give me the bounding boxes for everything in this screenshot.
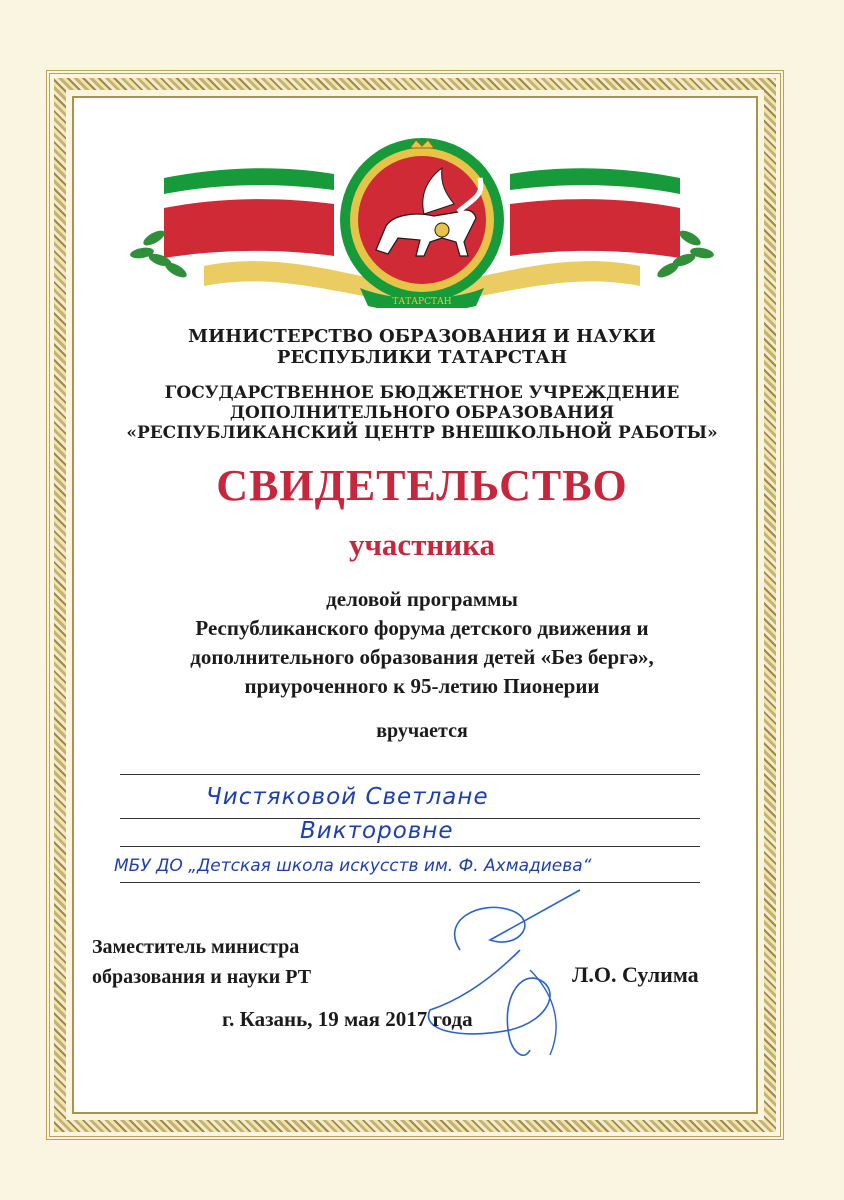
program-description [80,585,764,701]
program-line-3: дополнительного образования детей «Без бергә», [190,645,654,669]
recipient-patronymic: Викторовне [300,818,454,844]
signature-mark [400,880,640,1070]
institution-line-3: «РЕСПУБЛИКАНСКИЙ ЦЕНТР ВНЕШКОЛЬНОЙ РАБОТЫ» [126,423,718,443]
program-line-4: приуроченного к 95-летию Пионерии [244,674,600,698]
emblem-ribbon-text: ТАТАРСТАН [392,297,452,307]
recipient-line-1 [120,774,700,775]
signatory-position [92,932,311,992]
tatarstan-emblem [124,138,720,308]
certificate-title: СВИДЕТЕЛЬСТВО [216,461,628,510]
institution-heading [80,383,764,443]
ministry-heading [80,326,764,368]
recipient-organization: МБУ ДО „Детская школа искусств им. Ф. Ахмадиева“ [114,856,592,876]
institution-line-2: ДОПОЛНИТЕЛЬНОГО ОБРАЗОВАНИЯ [229,403,615,423]
signatory-position-line-1: Заместитель министра [92,936,300,958]
ministry-line-2: РЕСПУБЛИКИ ТАТАРСТАН [276,347,568,368]
awarded-label: вручается [376,720,468,742]
signatory-position-line-2: образования и науки РТ [92,966,312,988]
recipient-line-3 [120,846,700,847]
place-and-date: г. Казань, 19 мая 2017 года [222,1007,473,1031]
signatory-name: Л.О. Сулима [572,962,699,987]
recipient-name: Чистяковой Светлане [206,784,489,810]
program-line-1: деловой программы [326,587,518,611]
institution-line-1: ГОСУДАРСТВЕННОЕ БЮДЖЕТНОЕ УЧРЕЖДЕНИЕ [164,383,680,403]
ministry-line-1: МИНИСТЕРСТВО ОБРАЗОВАНИЯ И НАУКИ [188,326,656,347]
certificate-subtitle: участника [348,527,496,562]
program-line-2: Республиканского форума детского движения и [195,616,649,640]
